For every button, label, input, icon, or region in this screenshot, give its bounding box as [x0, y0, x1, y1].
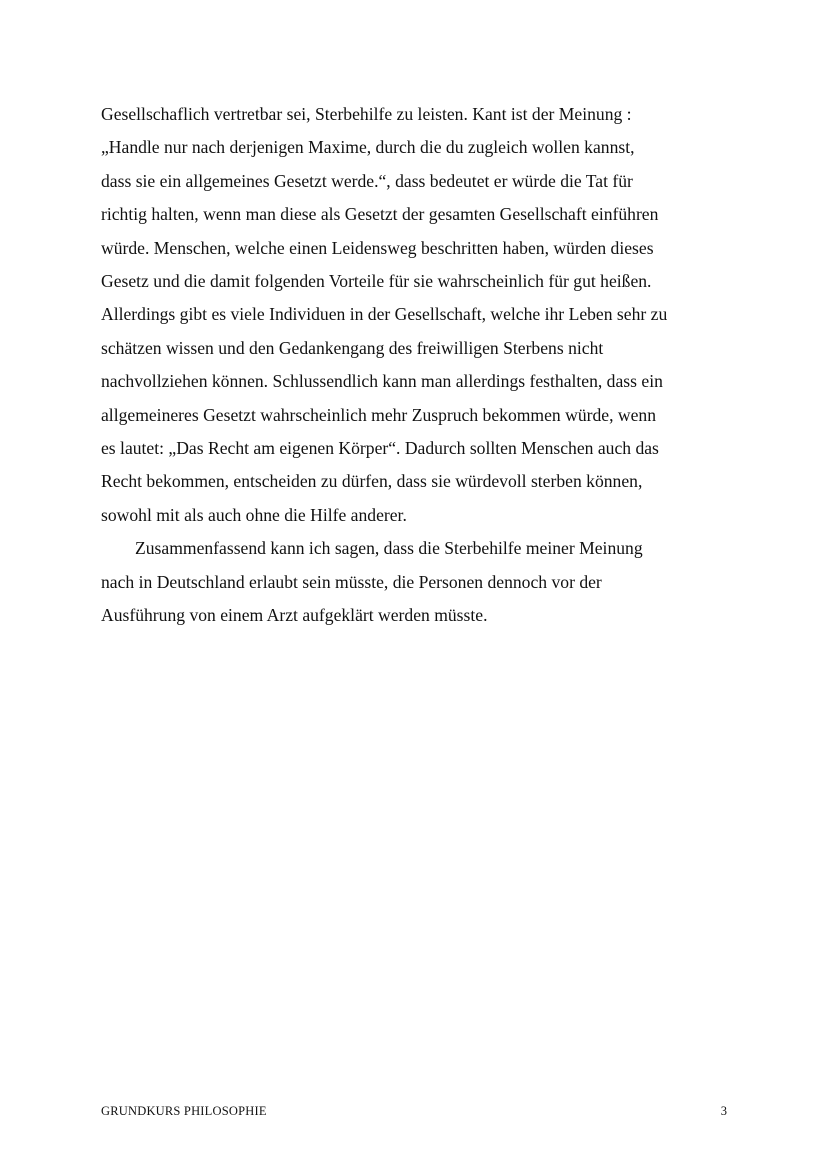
text-line: würde. Menschen, welche einen Leidensweg beschritten haben, würden dieses — [101, 237, 654, 258]
text-line: nach in Deutschland erlaubt sein müsste, die Personen dennoch vor der — [101, 571, 602, 592]
text-line: es lautet: „Das Recht am eigenen Körper“. Dadurch sollten Menschen auch das — [101, 438, 659, 459]
text-line: Ausführung von einem Arzt aufgeklärt werden müsste. — [101, 605, 488, 626]
text-line: Allerdings gibt es viele Individuen in der Gesellschaft, welche ihr Leben sehr zu — [101, 304, 668, 325]
page-footer — [101, 1104, 727, 1122]
body-text — [101, 98, 727, 633]
text-line: Zusammenfassend kann ich sagen, dass die Sterbehilfe meiner Meinung — [135, 538, 643, 559]
text-line: schätzen wissen und den Gedankengang des freiwilligen Sterbens nicht — [101, 337, 604, 358]
text-line: dass sie ein allgemeines Gesetzt werde.“, dass bedeutet er würde die Tat für — [101, 170, 633, 191]
paragraph-1 — [101, 98, 727, 532]
footer-title: GRUNDKURS PHILOSOPHIE — [101, 1104, 267, 1118]
text-line: „Handle nur nach derjenigen Maxime, durch die du zugleich wollen kannst, — [101, 137, 635, 158]
paragraph-2 — [101, 532, 727, 632]
text-line: nachvollziehen können. Schlussendlich kann man allerdings festhalten, dass ein — [101, 371, 663, 392]
text-line: sowohl mit als auch ohne die Hilfe anderer. — [101, 504, 407, 525]
text-line: Gesellschaflich vertretbar sei, Sterbehilfe zu leisten. Kant ist der Meinung : — [101, 104, 632, 124]
text-line: richtig halten, wenn man diese als Gesetzt der gesamten Gesellschaft einführen — [101, 204, 659, 225]
text-line: Gesetz und die damit folgenden Vorteile für sie wahrscheinlich für gut heißen. — [101, 271, 652, 292]
text-line: Recht bekommen, entscheiden zu dürfen, dass sie würdevoll sterben können, — [101, 471, 643, 492]
text-line: allgemeineres Gesetzt wahrscheinlich mehr Zuspruch bekommen würde, wenn — [101, 404, 656, 425]
page-number: 3 — [720, 1104, 727, 1118]
